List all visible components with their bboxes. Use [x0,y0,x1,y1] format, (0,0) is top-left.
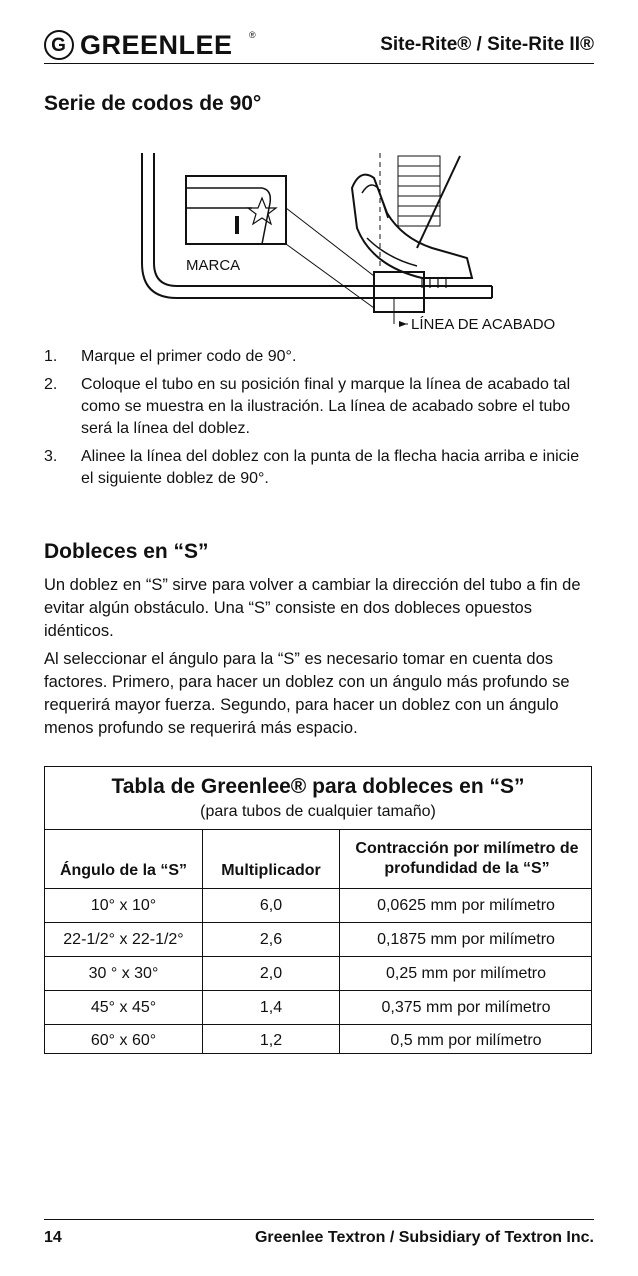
table-divider [45,922,591,923]
greenlee-logo-icon: G [44,30,74,60]
table-cell: 0,0625 mm por milímetro [377,897,555,914]
table-header-angle: Ángulo de la “S” [59,862,188,879]
offset-bend-illustration [112,148,572,338]
s-bend-table [44,766,592,1054]
step-text: Alinee la línea del doblez con la punta de la flecha hacia arriba e inicie el siguiente doblez de 90°. [81,448,580,487]
list-item [44,446,594,490]
table-divider [45,990,591,991]
table-cell: 0,5 mm por milímetro [390,1032,542,1049]
step-number: 1. [44,348,58,365]
table-cell: 10° x 10° [90,897,157,914]
steps-list [44,346,594,496]
list-item [44,374,594,440]
step-number: 2. [44,376,58,393]
step-text: Coloque el tubo en su posición final y marque la línea de acabado tal como se muestra en la ilustración. La línea de acabado sobre el tubo será la línea del doblez. [81,376,571,437]
table-cell: 2,0 [259,965,283,982]
header-divider [44,63,594,64]
footer-divider [44,1219,594,1220]
table-cell: 1,2 [259,1032,283,1049]
table-cell: 45° x 45° [90,999,157,1016]
paragraph: Un doblez en “S” sirve para volver a cambiar la dirección del tubo a fin de evitar algún obstáculo. Una “S” consiste en dos dobleces opuestos idénticos. [44,576,581,640]
table-header-multiplier: Multiplicador [221,862,321,879]
list-item [44,346,594,368]
table-title: Tabla de Greenlee® para dobleces en “S” [111,775,525,798]
mark-label: MARCA [186,257,241,274]
table-cell: 30 ° x 30° [88,965,159,982]
paragraph: Al seleccionar el ángulo para la “S” es necesario tomar en cuenta dos factores. Primero, para hacer un doblez con un ángulo más profundo se requerirá mayor fuerza. Segundo, para hacer un doblez con un ángulo menos profundo se requerirá más espacio. [44,650,570,737]
table-cell: 0,1875 mm por milímetro [377,931,555,948]
page-header [44,28,594,64]
table-divider [45,888,591,889]
footer-company: Greenlee Textron / Subsidiary of Textron Inc. [254,1229,594,1246]
table-cell: 22-1/2° x 22-1/2° [63,931,184,948]
step-number: 3. [44,448,58,465]
brand-registered-mark: ® [249,30,256,40]
table-header-shrink: Contracción por milímetro de profundidad de la “S” [355,840,579,877]
finish-line-label: LÍNEA DE ACABADO [411,316,556,333]
table-subtitle: (para tubos de cualquier tamaño) [200,803,436,820]
table-cell: 2,6 [259,931,283,948]
table-divider [45,829,591,830]
table-cell: 60° x 60° [90,1032,157,1049]
table-cell: 0,25 mm por milímetro [385,965,547,982]
brand-logo-text: GREENLEE [80,30,233,60]
product-title: Site-Rite® / Site-Rite II® [380,34,594,55]
section-heading-s-bends: Dobleces en “S” [44,540,209,563]
table-cell: 0,375 mm por milímetro [381,999,551,1016]
page-number: 14 [44,1229,62,1246]
table-cell: 6,0 [259,897,283,914]
table-cell: 1,4 [259,999,283,1016]
step-text: Marque el primer codo de 90°. [81,348,297,365]
table-divider [45,1024,591,1025]
section-heading-90-bends: Serie de codos de 90° [44,92,262,115]
table-divider [45,956,591,957]
